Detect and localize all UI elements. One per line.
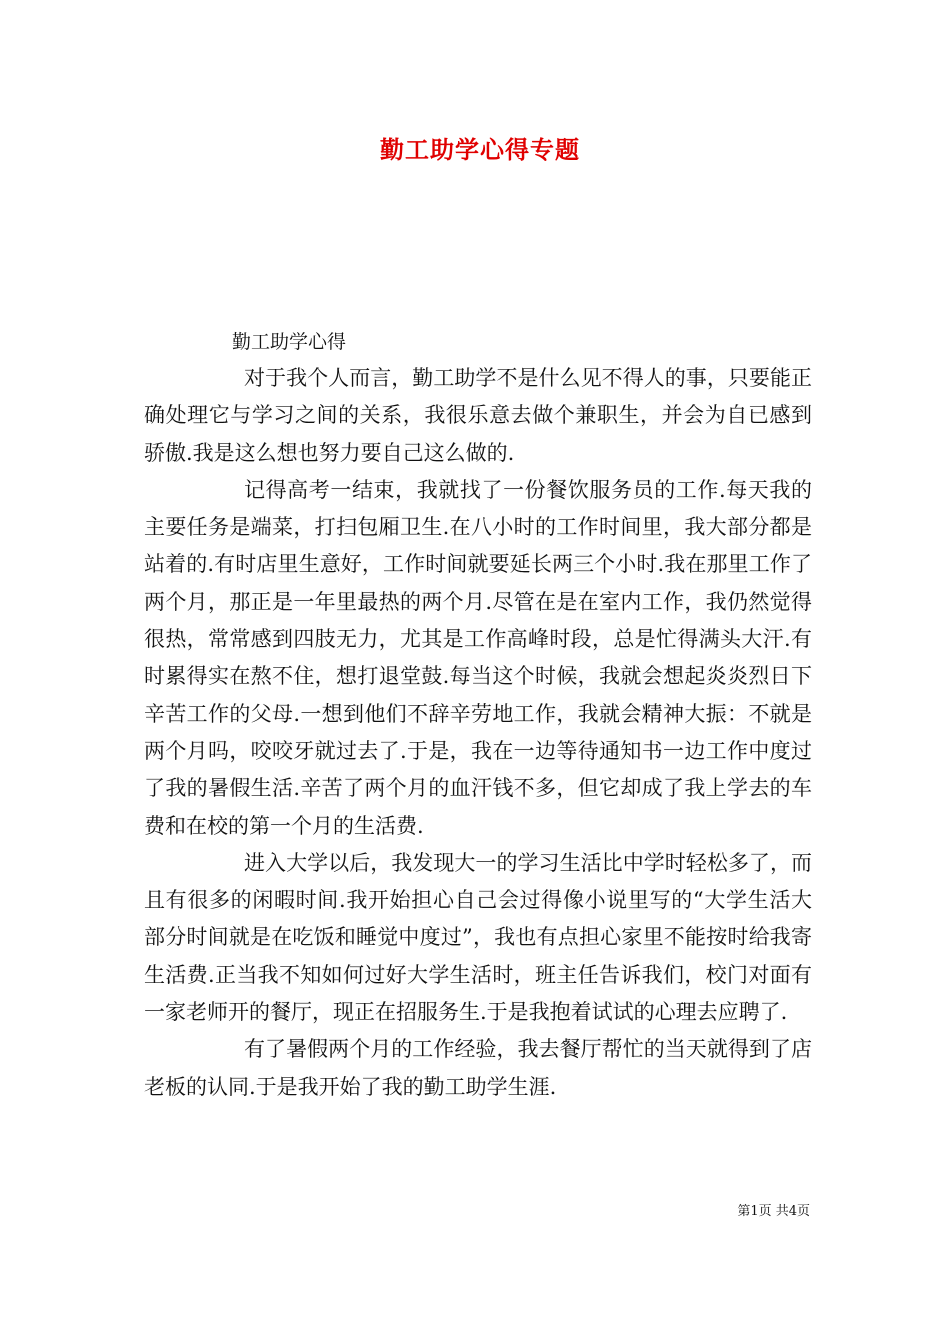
paragraph: 有了暑假两个月的工作经验，我去餐厅帮忙的当天就得到了店老板的认同.于是我开始了我的勤工助学生涯. [144,1037,812,1099]
document-title: 勤工助学心得专题 [380,135,580,164]
document-subtitle: 勤工助学心得 [232,331,347,353]
paragraph: 进入大学以后，我发现大一的学习生活比中学时轻松多了，而且有很多的闲暇时间.我开始担心自己会过得像小说里写的“大学生活大部分时间就是在吃饭和睡觉中度过”，我也有点担心家里不能按时给我寄生活费.正当我不知如何过好大学生活时，班主任告诉我们，校门对面有一家老师开的餐厅，现正在招服务生.于是我抱着试试的心理去应聘了. [144,850,812,1025]
paragraph: 对于我个人而言，勤工助学不是什么见不得人的事，只要能正确处理它与学习之间的关系，我很乐意去做个兼职生，并会为自已感到骄傲.我是这么想也努力要自己这么做的. [144,366,812,465]
page-number-footer: 第1页 共4页 [737,1204,810,1219]
paragraph: 记得高考一结束，我就找了一份餐饮服务员的工作.每天我的主要任务是端菜，打扫包厢卫生.在八小时的工作时间里，我大部分都是站着的.有时店里生意好，工作时间就要延长两三个小时.我在那里工作了两个月，那正是一年里最热的两个月.尽管在是在室内工作，我仍然觉得很热，常常感到四肢无力，尤其是工作高峰时段，总是忙得满头大汗.有时累得实在熬不住，想打退堂鼓.每当这个时候，我就会想起炎炎烈日下辛苦工作的父母.一想到他们不辞辛劳地工作，我就会精神大振：不就是两个月吗，咬咬牙就过去了.于是，我在一边等待通知书一边工作中度过了我的暑假生活.辛苦了两个月的血汗钱不多，但它却成了我上学去的车费和在校的第一个月的生活费. [144,477,812,838]
document-body [144,360,812,1106]
